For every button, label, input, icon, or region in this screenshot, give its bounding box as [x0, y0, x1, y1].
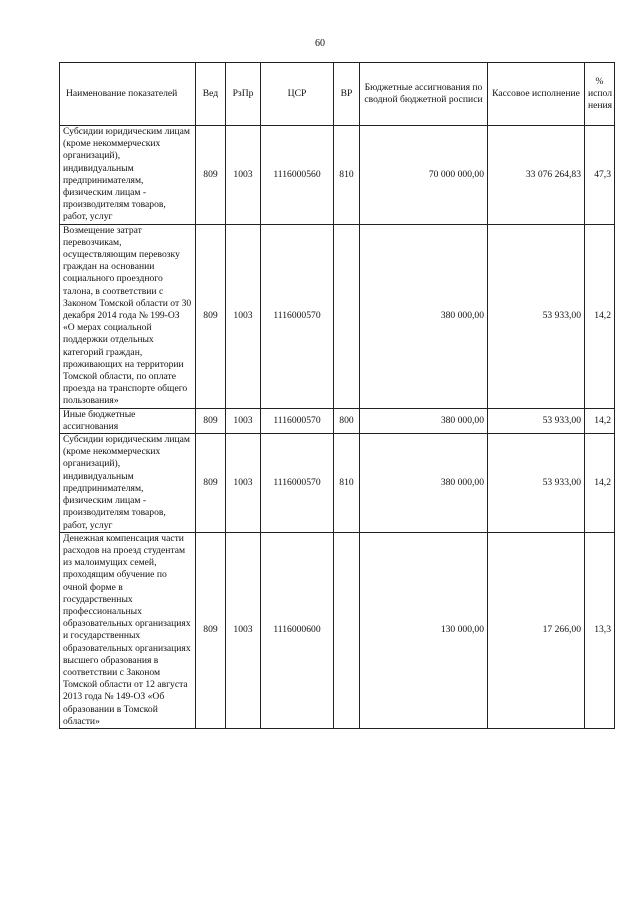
column-header-vr: ВР [334, 63, 360, 126]
budget-execution-table [59, 62, 615, 729]
row-ved: 809 [196, 224, 226, 408]
row-vr: 810 [334, 126, 360, 225]
row-csr: 1116000570 [261, 408, 334, 433]
column-header-cash: Кассовое исполнение [488, 63, 585, 126]
row-vr: 810 [334, 434, 360, 533]
row-vr [334, 532, 360, 728]
row-cash: 17 266,00 [488, 532, 585, 728]
row-cash: 53 933,00 [488, 408, 585, 433]
row-percent: 47,3 [585, 126, 615, 225]
table-header-row [60, 63, 615, 126]
page-number: 60 [315, 38, 325, 49]
row-percent: 14,2 [585, 224, 615, 408]
row-percent: 14,2 [585, 434, 615, 533]
row-budget: 380 000,00 [360, 434, 488, 533]
row-rzpr: 1003 [226, 532, 261, 728]
row-csr: 1116000600 [261, 532, 334, 728]
row-rzpr: 1003 [226, 434, 261, 533]
column-header-ved: Вед [196, 63, 226, 126]
row-ved: 809 [196, 408, 226, 433]
row-ved: 809 [196, 434, 226, 533]
table-row [60, 434, 615, 533]
column-header-rzpr: РзПр [226, 63, 261, 126]
row-rzpr: 1003 [226, 408, 261, 433]
row-csr: 1116000570 [261, 224, 334, 408]
column-header-percent: % испол нения [585, 63, 615, 126]
row-csr: 1116000570 [261, 434, 334, 533]
row-cash: 33 076 264,83 [488, 126, 585, 225]
row-budget: 70 000 000,00 [360, 126, 488, 225]
row-name: Субсидии юридическим лицам (кроме некоммерческих организаций), индивидуальным предпринимателям, физическим лицам - производителям товаров, работ, услуг [60, 126, 196, 225]
row-ved: 809 [196, 532, 226, 728]
table-row [60, 532, 615, 728]
row-rzpr: 1003 [226, 126, 261, 225]
table-row [60, 224, 615, 408]
table-row [60, 126, 615, 225]
row-budget: 380 000,00 [360, 224, 488, 408]
row-percent: 13,3 [585, 532, 615, 728]
column-header-name: Наименование показателей [60, 63, 196, 126]
row-vr: 800 [334, 408, 360, 433]
column-header-budget: Бюджетные ассигнования по сводной бюджетной росписи [360, 63, 488, 126]
row-budget: 380 000,00 [360, 408, 488, 433]
row-name: Иные бюджетные ассигнования [60, 408, 196, 433]
row-name: Денежная компенсация части расходов на проезд студентам из малоимущих семей, проходящим обучение по очной форме в государственных профессиональных образовательных организациях и государственных образовательных организациях высшего образования в соответствии с Законом Томской области от 12 августа 2013 года № 149-ОЗ «Об образовании в Томской области» [60, 532, 196, 728]
column-header-csr: ЦСР [261, 63, 334, 126]
row-ved: 809 [196, 126, 226, 225]
row-name: Возмещение затрат перевозчикам, осуществляющим перевозку граждан на основании социального проездного талона, в соответствии с Законом Томской области от 30 декабря 2014 года № 199-ОЗ «О мерах социальной поддержки отдельных категорий граждан, проживающих на территории Томской области, по оплате проезда на транспорте общего пользования» [60, 224, 196, 408]
row-name: Субсидии юридическим лицам (кроме некоммерческих организаций), индивидуальным предпринимателям, физическим лицам - производителям товаров, работ, услуг [60, 434, 196, 533]
row-vr [334, 224, 360, 408]
row-cash: 53 933,00 [488, 434, 585, 533]
row-rzpr: 1003 [226, 224, 261, 408]
row-budget: 130 000,00 [360, 532, 488, 728]
row-percent: 14,2 [585, 408, 615, 433]
table-row [60, 408, 615, 433]
row-csr: 1116000560 [261, 126, 334, 225]
row-cash: 53 933,00 [488, 224, 585, 408]
